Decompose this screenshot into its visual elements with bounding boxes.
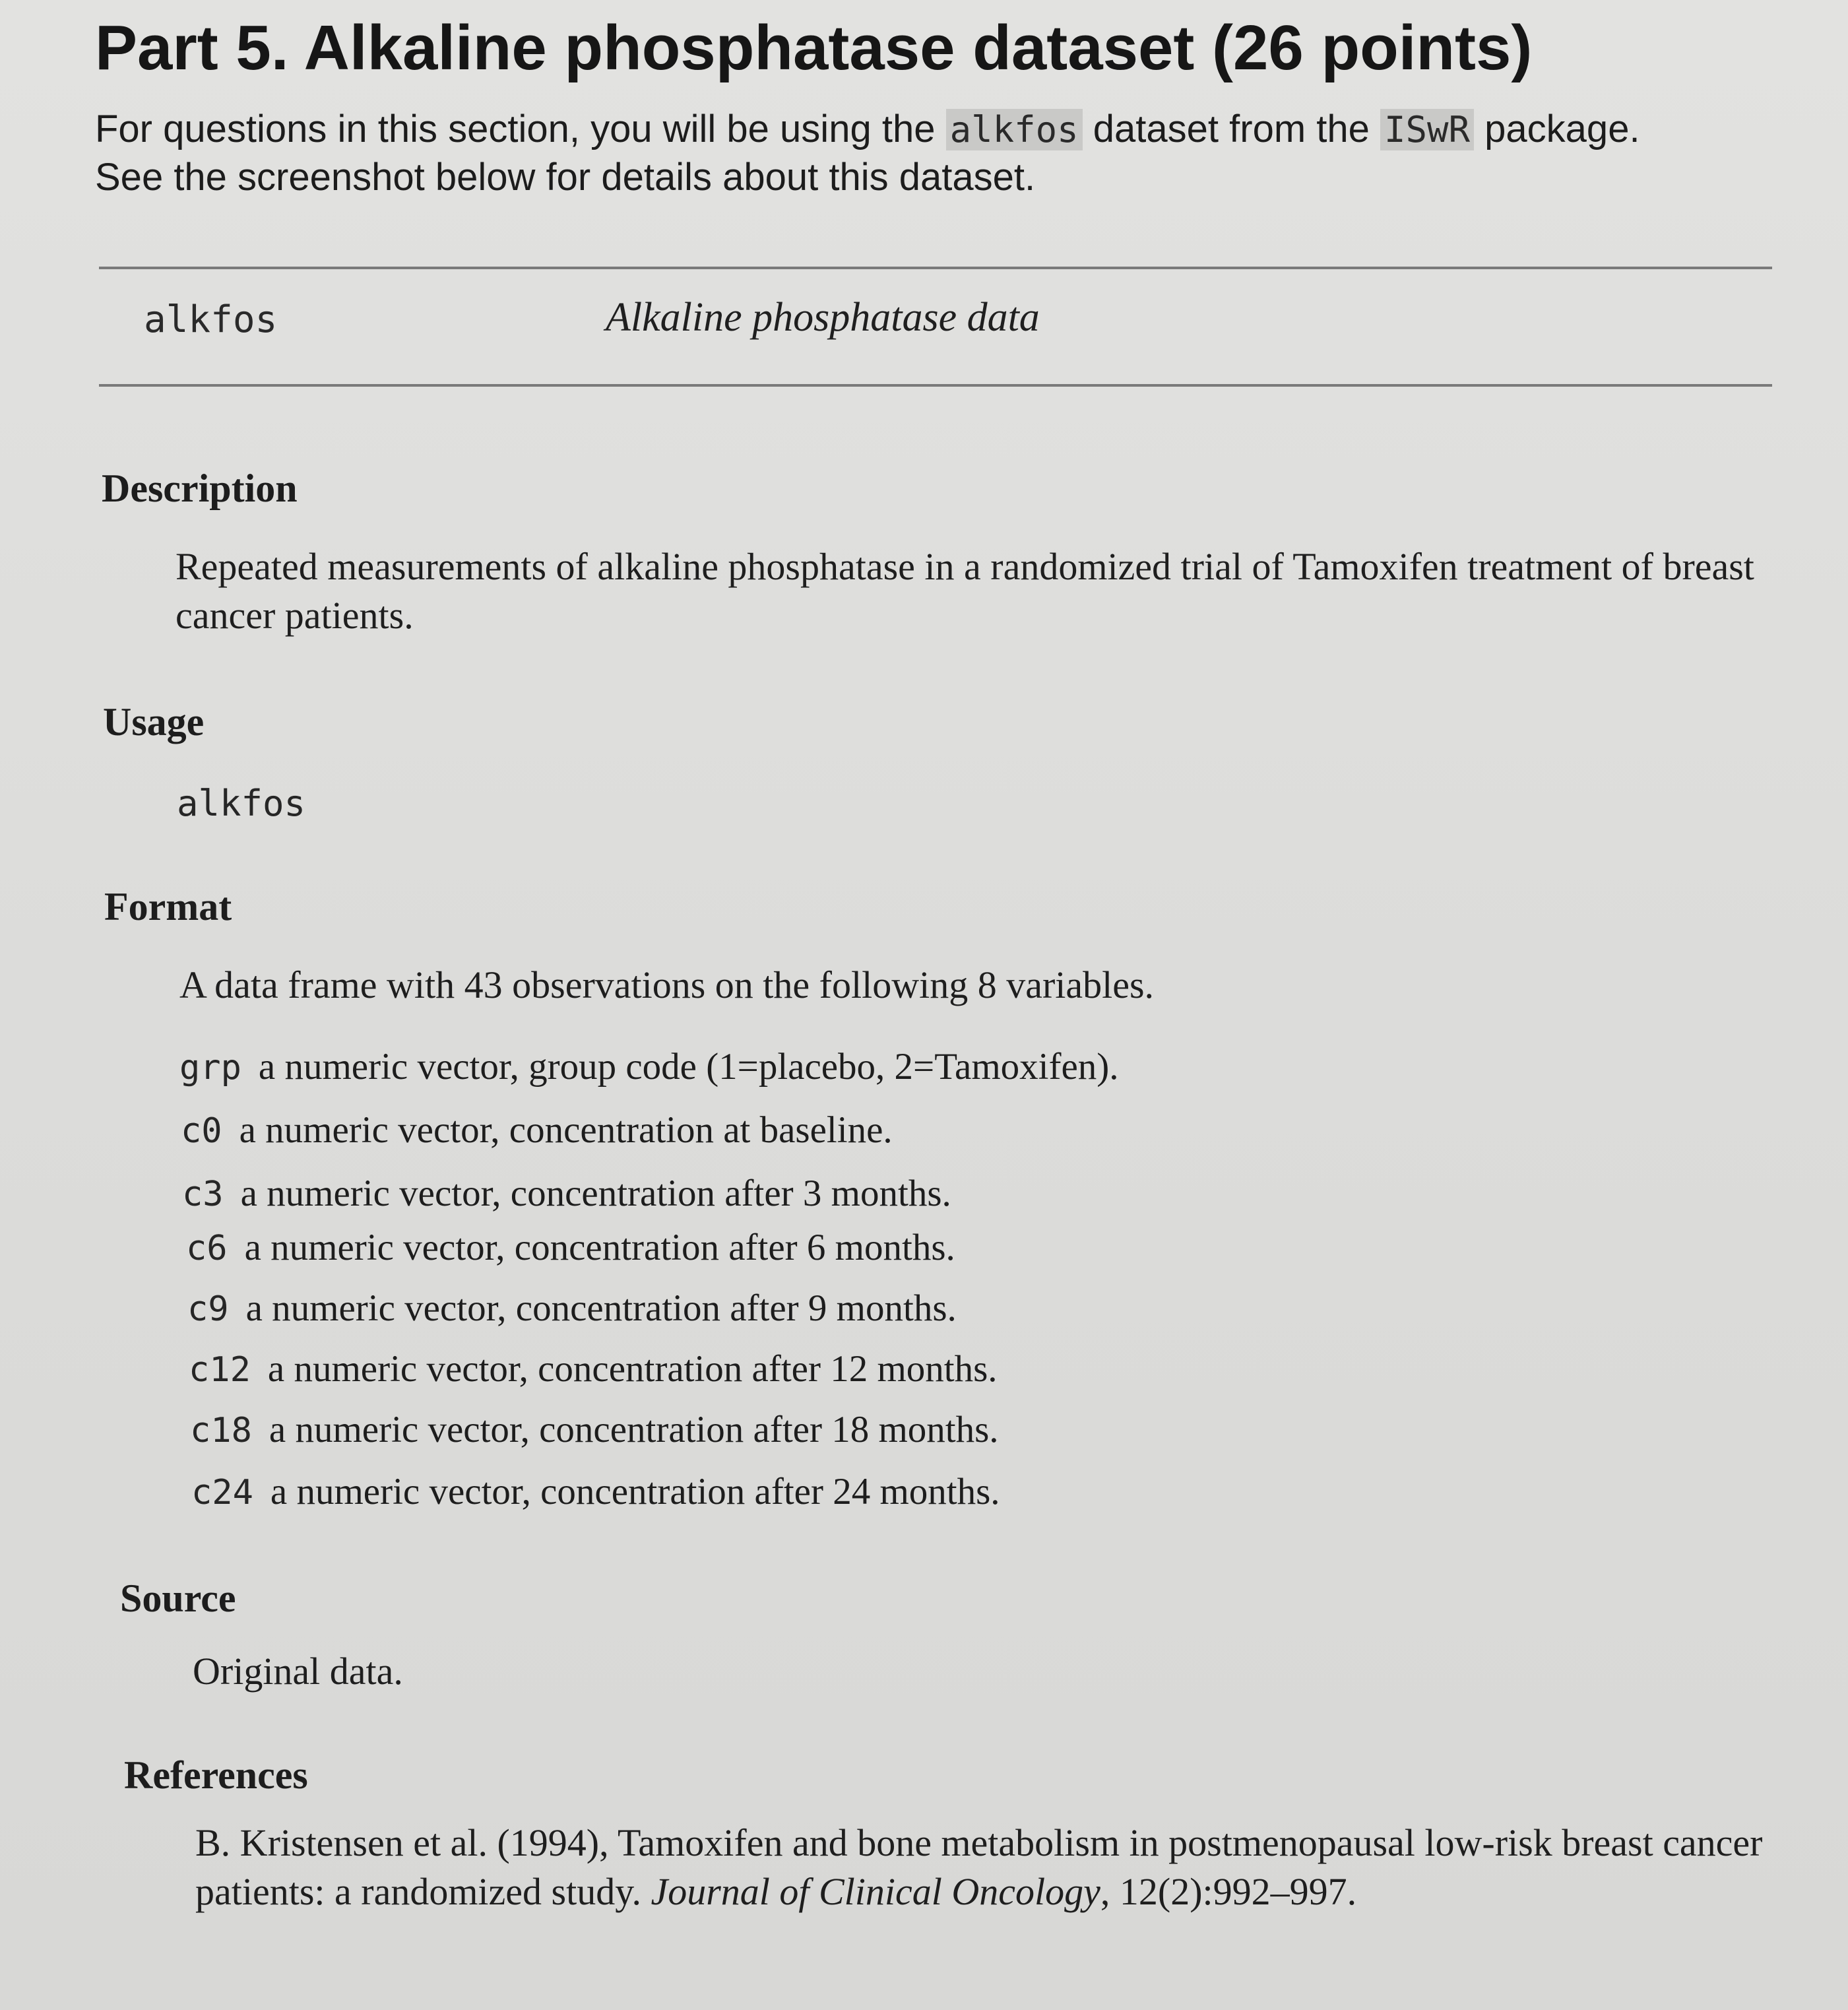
variable-item — [189, 1347, 998, 1390]
format-intro: A data frame with 43 observations on the following 8 variables. — [179, 963, 1155, 1006]
reference-volume: , 12(2):992–997. — [1100, 1870, 1357, 1913]
help-topic-name: alkfos — [144, 298, 278, 341]
variable-item — [179, 1045, 1119, 1088]
variable-name: c12 — [189, 1350, 251, 1390]
variable-item — [187, 1287, 957, 1330]
reference-citation: B. Kristensen et al. (1994), Tamoxifen and bone metabolism in postmenopausal low-risk breast cancer patients: a randomized study. — [195, 1821, 1763, 1913]
description-text: Repeated measurements of alkaline phosphatase in a randomized trial of Tamoxifen treatment of breast cancer patients. — [175, 545, 1754, 637]
variable-item — [182, 1172, 951, 1215]
reference-journal: Journal of Clinical Oncology — [651, 1870, 1100, 1913]
variable-name: c3 — [182, 1175, 224, 1214]
usage-heading: Usage — [103, 700, 205, 744]
dataset-code: alkfos — [946, 109, 1083, 150]
variable-desc: a numeric vector, concentration after 6 months. — [244, 1227, 955, 1268]
variable-desc: a numeric vector, group code (1=placebo, 2=Tamoxifen). — [258, 1046, 1119, 1087]
variable-name: c24 — [191, 1473, 253, 1512]
description-heading: Description — [102, 467, 298, 510]
source-heading: Source — [120, 1576, 236, 1620]
format-heading: Format — [104, 885, 232, 928]
variable-desc: a numeric vector, concentration after 24 months. — [270, 1471, 1000, 1512]
usage-code: alkfos — [177, 783, 306, 824]
references-text — [195, 1819, 1779, 1916]
header-bottom-rule — [99, 384, 1772, 387]
package-code: ISwR — [1380, 109, 1474, 150]
header-top-rule — [99, 267, 1772, 269]
variable-name: c18 — [190, 1411, 252, 1450]
intro-text: dataset from the — [1082, 108, 1380, 150]
variable-item — [190, 1408, 999, 1451]
variable-name: c0 — [181, 1111, 222, 1151]
variable-item — [186, 1226, 955, 1269]
variable-desc: a numeric vector, concentration after 9 months. — [245, 1287, 957, 1329]
variable-name: c9 — [187, 1289, 229, 1329]
variable-desc: a numeric vector, concentration at baseline. — [239, 1109, 893, 1151]
page-title: Part 5. Alkaline phosphatase dataset (26 points) — [95, 13, 1533, 83]
references-heading: References — [124, 1753, 308, 1797]
help-topic-heading: Alkaline phosphatase data — [606, 295, 1040, 340]
variable-item — [181, 1109, 893, 1151]
variable-desc: a numeric vector, concentration after 3 months. — [240, 1173, 951, 1214]
variable-desc: a numeric vector, concentration after 12 months. — [267, 1348, 998, 1390]
source-text: Original data. — [193, 1650, 403, 1693]
intro-line-2: See the screenshot below for details about this dataset. — [95, 156, 1036, 199]
variable-name: c6 — [186, 1229, 228, 1268]
variable-desc: a numeric vector, concentration after 18 months. — [269, 1409, 999, 1450]
variable-name: grp — [179, 1048, 241, 1087]
intro-text: For questions in this section, you will be using the — [95, 108, 946, 150]
intro-text: package. — [1474, 108, 1640, 150]
intro-paragraph — [95, 106, 1784, 201]
variable-item — [191, 1470, 1000, 1513]
